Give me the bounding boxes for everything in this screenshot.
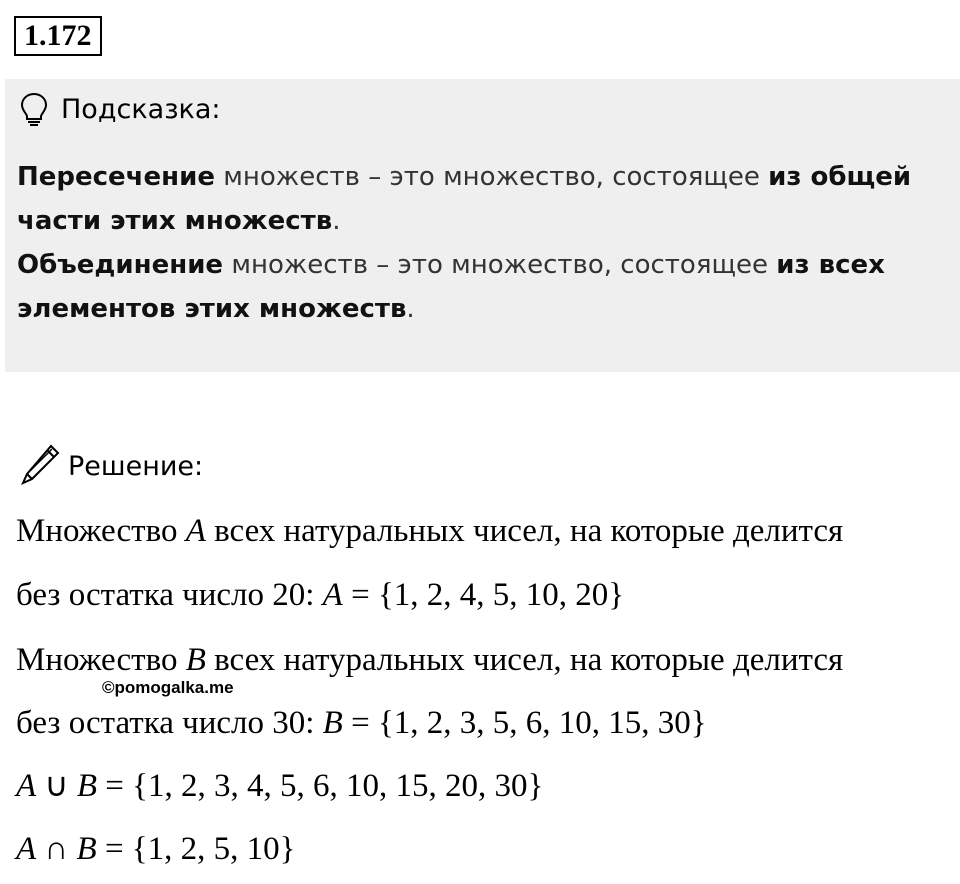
hint-paragraph-intersection	[17, 155, 952, 243]
hint-body	[17, 155, 952, 331]
variable: A	[16, 831, 37, 867]
variable: B	[322, 705, 343, 741]
task-number: 1.172	[14, 16, 102, 56]
hint-emphasis: из общей части этих множеств	[17, 162, 912, 236]
variable: A	[16, 768, 37, 804]
pencil-icon	[18, 442, 62, 490]
solution-line-4	[16, 703, 707, 743]
hint-text: .	[406, 294, 415, 324]
union-operator: ∪	[36, 768, 77, 804]
text: Множество	[16, 642, 186, 678]
solution-line-intersection	[16, 829, 295, 869]
variable: A	[185, 513, 206, 549]
set-expression: = {1, 2, 3, 5, 6, 10, 15, 30}	[342, 705, 707, 741]
hint-text: множеств – это множество, состоящее	[223, 250, 777, 280]
variable: A	[322, 577, 343, 613]
text: без остатка число 20:	[16, 577, 323, 613]
term-union: Объединение	[17, 250, 224, 280]
hint-text: множеств – это множество, состоящее	[214, 162, 769, 192]
hint-paragraph-union	[17, 243, 952, 331]
lightbulb-icon	[19, 92, 49, 126]
variable: B	[76, 768, 97, 804]
solution-line-2	[16, 575, 624, 615]
text: без остатка число 30:	[16, 705, 323, 741]
variable: B	[76, 831, 97, 867]
text: Множество	[16, 513, 186, 549]
hint-emphasis: из всех элементов этих множеств	[17, 250, 885, 324]
intersection-operator: ∩	[36, 831, 77, 867]
hint-title	[19, 89, 221, 129]
solution-title-text: Решение:	[68, 450, 204, 482]
term-intersection: Пересечение	[17, 162, 215, 192]
hint-text: .	[332, 206, 341, 236]
set-expression: = {1, 2, 4, 5, 10, 20}	[342, 577, 625, 613]
solution-line-1	[16, 511, 843, 551]
solution-title	[18, 440, 203, 492]
hint-box	[5, 79, 960, 372]
set-expression: = {1, 2, 3, 4, 5, 6, 10, 15, 20, 30}	[97, 768, 544, 804]
text: всех натуральных чисел, на которые делится	[205, 513, 844, 549]
solution-line-union	[16, 766, 543, 806]
text: всех натуральных чисел, на которые делится	[205, 642, 844, 678]
hint-title-text: Подсказка:	[61, 93, 221, 125]
watermark: ©pomogalka.me	[102, 678, 234, 697]
variable: B	[185, 642, 206, 678]
solution-line-3	[16, 640, 843, 680]
set-expression: = {1, 2, 5, 10}	[96, 831, 296, 867]
